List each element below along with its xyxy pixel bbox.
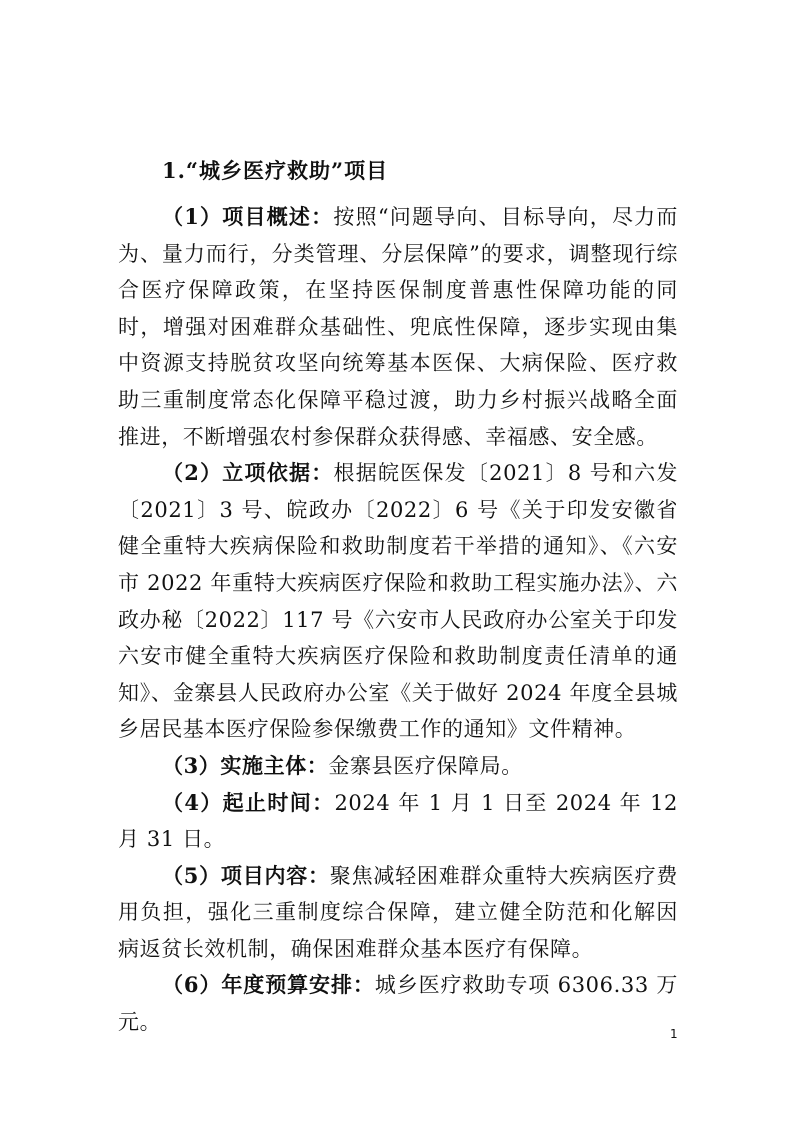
paragraph-label: （6）年度预算安排： [162, 972, 375, 998]
paragraph-basis [118, 455, 678, 748]
paragraph-label: （5）项目内容： [162, 862, 330, 888]
paragraph-text: 金寨县医疗保障局。 [328, 753, 523, 778]
paragraph-implementer [118, 748, 678, 785]
page-number: 1 [670, 1027, 678, 1041]
paragraph-content [118, 858, 678, 968]
paragraph-text: 根据皖医保发〔2021〕8 号和六发〔2021〕3 号、皖政办〔2022〕6 号《关于印发安徽省健全重特大疾病保险和救助制度若干举措的通知》、《六安市 2022 年重特大疾病医疗保险和救助工程实施办法》、六政办秘〔2022〕117 号《六安市人民政府办公室关于印发六安市健全重特大疾病医疗保险和救助制度责任清单的通知》、金寨县人民政府办公室《关于做好 2024 年度全县城乡居民基本医疗保险参保缴费工作的通知》文件精神。 [118, 461, 678, 742]
paragraph-label: （1）项目概述： [162, 204, 334, 229]
paragraph-text: 按照“问题导向、目标导向，尽力而为、量力而行，分类管理、分层保障”的要求，调整现行综合医疗保障政策，在坚持医保制度普惠性保障功能的同时，增强对困难群众基础性、兜底性保障，逐步实现由集中资源支持脱贫攻坚向统筹基本医保、大病保险、医疗救助三重制度常态化保障平稳过渡，助力乡村振兴战略全面推进，不断增强农村参保群众获得感、幸福感、安全感。 [118, 205, 678, 449]
paragraph-overview [118, 199, 678, 455]
paragraph-label: （3）实施主体： [162, 752, 329, 778]
paragraph-period [118, 785, 678, 858]
paragraph-text: 聚焦减轻困难群众重特大疾病医疗费用负担，强化三重制度综合保障，建立健全防范和化解因病返贫长效机制，确保困难群众基本医疗有保障。 [118, 863, 678, 961]
paragraph-text: 2024 年 1 月 1 日至 2024 年 12 月 31 日。 [118, 790, 678, 852]
paragraph-text: 城乡医疗救助专项 6306.33 万元。 [118, 973, 678, 1035]
section-heading: 1.“城乡医疗救助”项目 [162, 158, 389, 183]
paragraph-budget [118, 967, 678, 1040]
body-text [118, 199, 678, 1041]
paragraph-label: （4）起止时间： [162, 789, 335, 815]
paragraph-label: （2）立项依据： [162, 460, 334, 486]
